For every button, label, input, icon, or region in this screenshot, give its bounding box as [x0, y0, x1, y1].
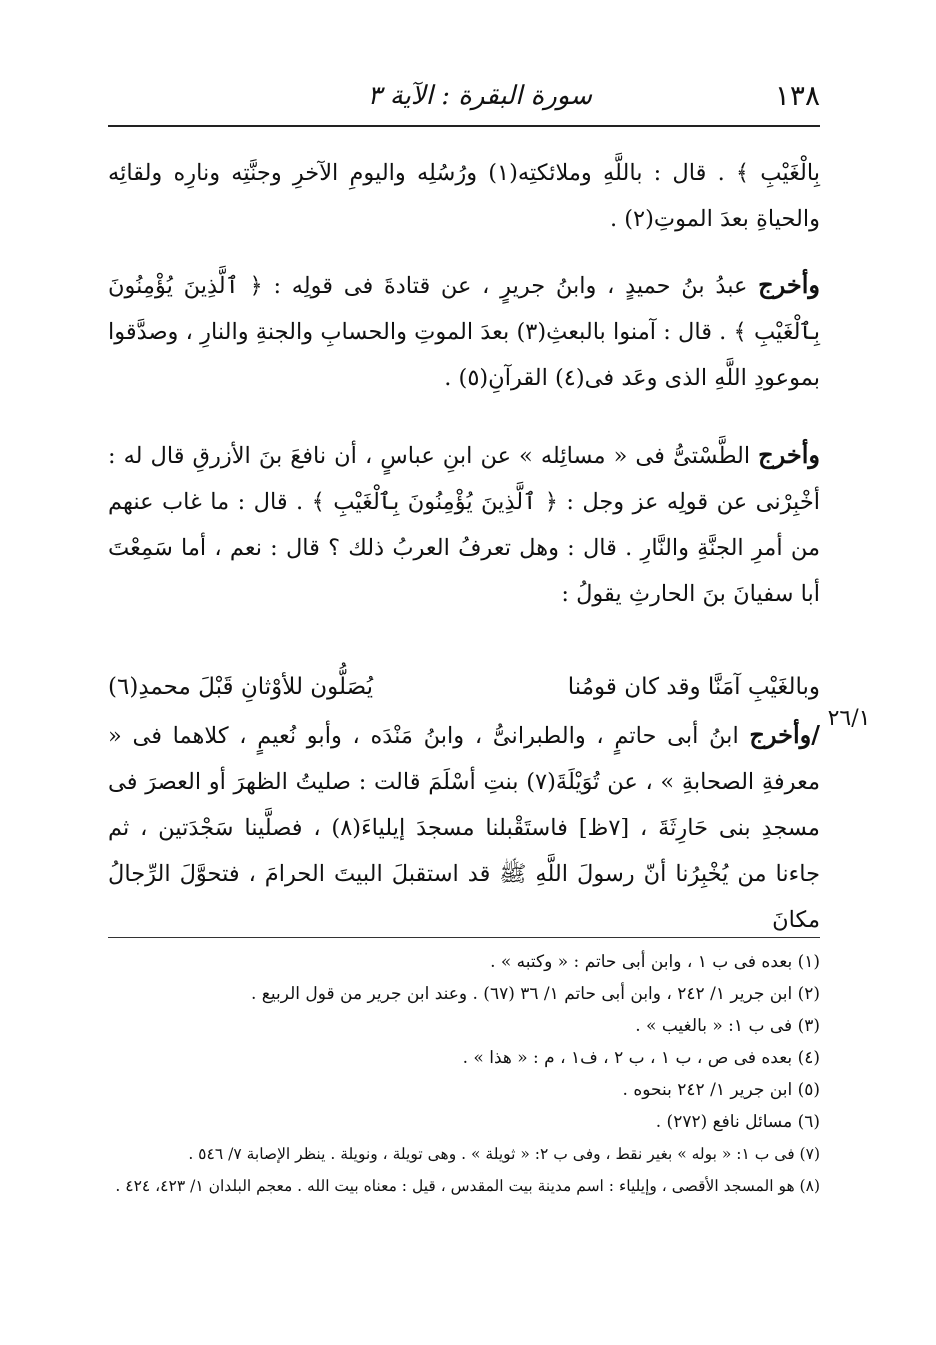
footnote-4: (٤) بعده فى ص ، ب ١ ، ب ٢ ، ف١ ، م : « هذا » .: [462, 1048, 820, 1068]
footnote-2: (٢) ابن جرير ١/ ٢٤٢ ، وابن أبى حاتم ١/ ٣٦ (٦٧) . وعند ابن جرير من قول الربيع .: [250, 984, 820, 1004]
footnotes: [108, 946, 820, 1202]
paragraph-3-lead: وأخرج: [758, 440, 820, 469]
paragraph-2-text: عبدُ بنُ حميدٍ ، وابنُ جريرٍ ، عن قتادةَ فى قولِه : ﴿ ٱلَّذِينَ يُؤْمِنُونَ بِٱلْغَيْبِ ﴾ . قال : آمنوا بالبعثِ(٣) بعدَ الموتِ والحسابِ والجنةِ والنارِ ، وصدَّقوا بموعودِ اللَّهِ الذى وعَد فى(٤) القرآنِ(٥) .: [108, 273, 820, 391]
paragraph-2-lead: وأخرج: [758, 270, 820, 299]
running-title: سورة البقرة : الآية ٣: [367, 81, 592, 111]
footnote-1: (١) بعده فى ب ١ ، وابن أبى حاتم : « وكتبه » .: [490, 952, 820, 972]
header-rule: [108, 125, 820, 127]
poetry-verse: [108, 664, 820, 710]
paragraph-2: [108, 262, 820, 401]
footnote-7: (٧) فى ب ١: « بوله » بغير نقط ، وفى ب ٢: « ثويلة » . وهى تويلة ، ونويلة . ينظر الإصابة ٧/ ٥٤٦ .: [188, 1145, 820, 1163]
page-header: [108, 70, 820, 122]
paragraph-4-text: ابنُ أبى حاتمٍ ، والطبرانىُّ ، وابنُ مَنْدَه ، وأبو نُعيمٍ ، كلاهما فى « معرفةِ الصحابةِ » ، عن تُوَيْلَةَ(٧) بنتِ أسْلَمَ قالت : صليتُ الظهرَ أو العصرَ فى مسجدِ بنى حَارِثَةَ ، [٧ظ] فاستَقْبلنا مسجدَ إيلياءَ(٨) ، فصلَّينا سَجْدَتين ، ثم جاءنا من يُخْبِرُنا أنّ رسولَ اللَّهِ ﷺ قد استقبلَ البيتَ الحرامَ ، فتحوَّلَ الرِّجالُ مكانَ: [108, 723, 820, 933]
paragraph-1: [108, 150, 820, 242]
page-number: ١٣٨: [774, 79, 820, 112]
footnote-3: (٣) فى ب ١: « بالغيب » .: [635, 1016, 820, 1036]
poetry-second-hemistich: يُصَلُّون للأوْثانِ قَبْلَ محمدِ(٦): [108, 674, 374, 700]
footnote-8: (٨) هو المسجد الأقصى ، وإيلياء : اسم مدينة بيت المقدس ، قيل : معناه بيت الله . معجم البلدان ١/ ٤٢٣، ٤٢٤ .: [115, 1177, 820, 1195]
footnote-6: (٦) مسائل نافع (٢٧٢) .: [655, 1112, 820, 1132]
margin-reference: ٢٦/١: [827, 706, 871, 731]
paragraph-3: [108, 432, 820, 617]
paragraph-4-lead: /وأخرج: [749, 720, 820, 749]
paragraph-1-text: بِالْغَيْبِ ﴾ . قال : باللَّهِ وملائكتِه(١) ورُسُلِه واليومِ الآخرِ وجنَّتِه ونارِه ولقائِه والحياةِ بعدَ الموتِ(٢) .: [108, 160, 820, 232]
poetry-first-hemistich: وبالغَيْبِ آمَنَّا وقد كان قومُنا: [567, 674, 820, 700]
paragraph-4: [108, 712, 820, 943]
footnote-rule: [108, 937, 820, 938]
paragraph-3-text: الطَّسْتىُّ فى « مسائِله » عن ابنِ عباسٍ ، أن نافعَ بنَ الأزرقِ قال له : أخْبِرْنى عن قولِه عز وجل : ﴿ ٱلَّذِينَ يُؤْمِنُونَ بِٱلْغَيْبِ ﴾ . قال : ما غاب عنهم من أمرِ الجنَّةِ والنَّارِ . قال : وهل تعرفُ العربُ ذلك ؟ قال : نعم ، أما سَمِعْتَ أبا سفيانَ بنَ الحارثِ يقولُ :: [108, 443, 820, 607]
footnote-5: (٥) ابن جرير ١/ ٢٤٢ بنحوه .: [622, 1080, 820, 1100]
